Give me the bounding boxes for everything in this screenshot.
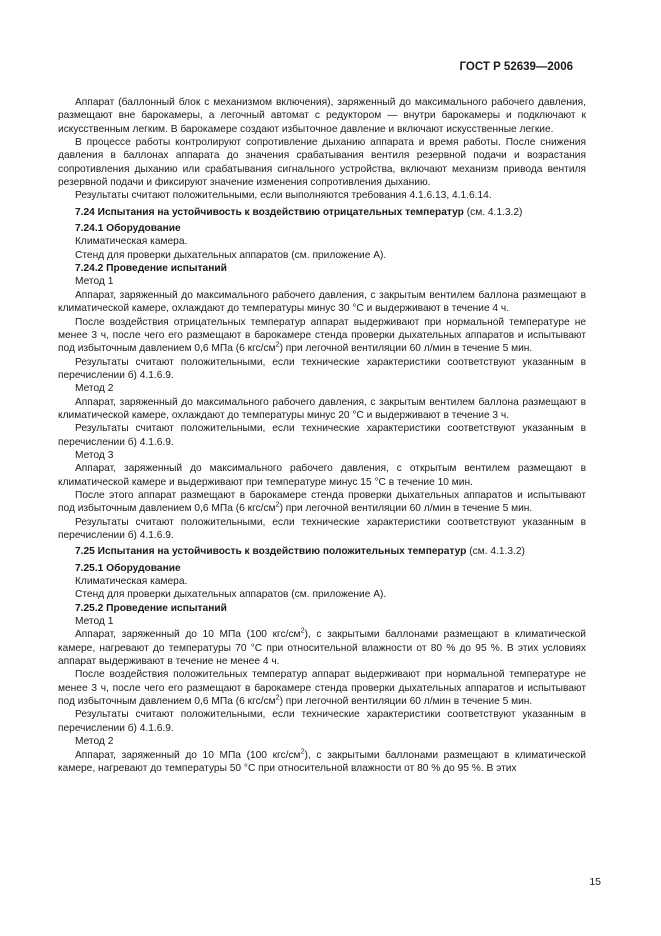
paragraph: Результаты считают положительными, если технические характеристики соответствуют указанным в перечислении б) 4.1.6.9. <box>58 423 586 448</box>
paragraph: В процессе работы контролируют сопротивление дыханию аппарата и время работы. После снижения давления в баллонах аппарата до значения срабатывания вентиля резервной подачи и возрастания сопротивления дыханию или срабатывания сигнального устройства, включают механизм привода вентиля резервной подачи и фиксируют значение изменения сопротивления дыханию. <box>58 137 586 189</box>
document-body <box>58 96 586 775</box>
paragraph: Климатическая камера. <box>75 576 188 588</box>
paragraph: Аппарат, заряженный до максимального рабочего давления, с открытым вентилем размещают в климатической камере и выдерживают при температуре минус 15 °С в течение 10 мин. <box>58 463 586 488</box>
subsection-heading-7-24-1: 7.24.1 Оборудование <box>75 223 181 235</box>
method-label: Метод 3 <box>75 449 114 461</box>
section-heading-7-24: 7.24 Испытания на устойчивость к воздействию отрицательных температур (см. 4.1.3.2) <box>75 206 523 218</box>
paragraph: После воздействия отрицательных температур аппарат выдерживают при нормальной температуре не менее 3 ч, после чего его размещают в барокамере стенда проверки дыхательных аппаратов и испытывают под избыточным давлением 0,6 МПа (6 кгс/$см^2$) при легочной вентиляции 60 л/мин в течение 5 мин. <box>58 316 586 355</box>
paragraph: Аппарат, заряженный до 10 МПа (100 кгс/$см^2$), с закрытыми баллонами размещают в климатической камере, нагревают до температуры 70 °С при относительной влажности от 80 % до 95 %. В этих условиях аппарат выдерживают в течение не менее 4 ч. <box>58 627 586 668</box>
paragraph: Результаты считают положительными, если технические характеристики соответствуют указанным в перечислении б) 4.1.6.9. <box>58 709 586 734</box>
section-heading-7-25: 7.25 Испытания на устойчивость к воздействию положительных температур (см. 4.1.3.2) <box>75 546 525 558</box>
paragraph: Климатическая камера. <box>75 236 188 248</box>
paragraph: Аппарат, заряженный до 10 МПа (100 кгс/$см^2$), с закрытыми баллонами размещают в климатической камере, нагревают до температуры 50 °С при относительной влажности от 80 % до 95 %. В этих <box>58 747 586 774</box>
method-label: Метод 1 <box>75 276 114 288</box>
page-number: 15 <box>589 876 601 888</box>
paragraph: Результаты считают положительными, если выполняются требования 4.1.6.13, 4.1.6.14. <box>75 190 492 202</box>
paragraph: После этого аппарат размещают в барокамере стенда проверки дыхательных аппаратов и испытывают под избыточным давлением 0,6 МПа (6 кгс/$см^2$) при легочной вентиляции 60 л/мин в течение 5 мин. <box>58 489 586 515</box>
subsection-heading-7-24-2: 7.24.2 Проведение испытаний <box>75 263 227 275</box>
document-code: ГОСТ Р 52639—2006 <box>459 61 573 73</box>
paragraph: Результаты считают положительными, если технические характеристики соответствуют указанным в перечислении б) 4.1.6.9. <box>58 516 586 541</box>
method-label: Метод 2 <box>75 383 114 395</box>
paragraph: Стенд для проверки дыхательных аппаратов (см. приложение А). <box>75 589 387 601</box>
paragraph: Аппарат, заряженный до максимального рабочего давления, с закрытым вентилем баллона размещают в климатической камере, охлаждают до температуры минус 20 °С и выдерживают в течение 3 ч. <box>58 396 586 421</box>
subsection-heading-7-25-1: 7.25.1 Оборудование <box>75 562 181 574</box>
paragraph: Результаты считают положительными, если технические характеристики соответствуют указанным в перечислении б) 4.1.6.9. <box>58 356 586 381</box>
paragraph: Стенд для проверки дыхательных аппаратов (см. приложение А). <box>75 249 387 261</box>
paragraph: После воздействия положительных температур аппарат выдерживают при нормальной температуре не менее 3 ч, после чего его размещают в барокамере стенда проверки дыхательных аппаратов и испытывают под избыточным давлением 0,6 МПа (6 кгс/$см^2$) при легочной вентиляции 60 л/мин в течение 5 мин. <box>58 669 586 708</box>
paragraph: Аппарат, заряженный до максимального рабочего давления, с закрытым вентилем баллона размещают в климатической камере, охлаждают до температуры минус 30 °С и выдерживают в течение 4 ч. <box>58 289 586 315</box>
paragraph: Аппарат (баллонный блок с механизмом включения), заряженный до максимального рабочего давления, размещают вне барокамеры, а легочный автомат с редуктором — внутри барокамеры и подключают к искусственным легким. В барокамере создают избыточное давление и включают искусственные легкие. <box>58 97 586 135</box>
method-label: Метод 1 <box>75 616 114 628</box>
method-label: Метод 2 <box>75 736 114 748</box>
subsection-heading-7-25-2: 7.25.2 Проведение испытаний <box>75 602 227 614</box>
